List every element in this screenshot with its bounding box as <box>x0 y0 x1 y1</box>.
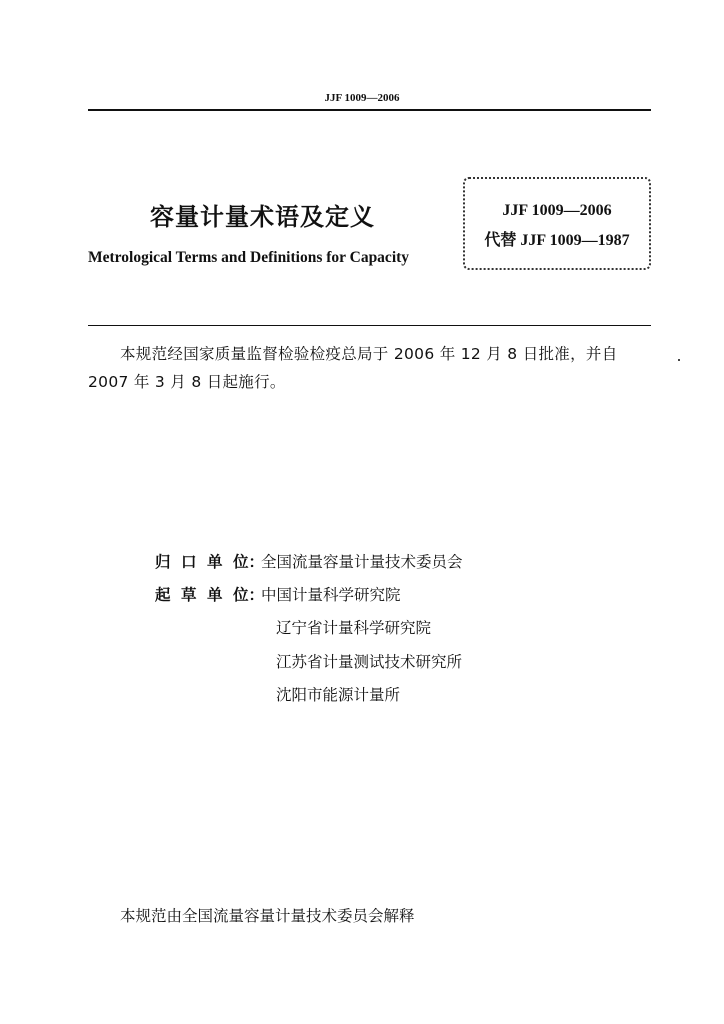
drafting-unit-value: 辽宁省计量科学研究院 <box>276 619 432 637</box>
drafting-unit-value: 江苏省计量测试技术研究所 <box>276 653 463 671</box>
interpretation-note: 本规范由全国流量容量计量技术委员会解释 <box>120 907 415 925</box>
drafting-unit-row <box>155 583 401 605</box>
scan-speck <box>678 359 680 361</box>
current-standard-code: JJF 1009—2006 <box>502 202 612 219</box>
title-english: Metrological Terms and Definitions for Capacity <box>88 249 410 266</box>
drafting-unit-value: 中国计量科学研究院 <box>261 586 401 604</box>
responsible-unit-label: 归 口 单 位： <box>155 553 265 571</box>
replaced-standard-code: 代替 JJF 1009—1987 <box>484 232 630 249</box>
header-standard-code: JJF 1009—2006 <box>324 92 400 104</box>
header-rule <box>88 109 651 111</box>
responsible-unit-row <box>155 550 463 572</box>
responsible-unit-value: 全国流量容量计量技术委员会 <box>261 553 463 571</box>
standard-code-box <box>463 177 651 270</box>
title-chinese: 容量计量术语及定义 <box>150 203 375 231</box>
drafting-unit-value: 沈阳市能源计量所 <box>276 686 401 704</box>
approval-paragraph: 本规范经国家质量监督检验检疫总局于 2006 年 12 月 8 日批准，并自 2007 年 3 月 8 日起施行。 <box>88 345 618 391</box>
drafting-unit-label: 起 草 单 位： <box>155 586 265 604</box>
section-rule <box>88 325 651 326</box>
